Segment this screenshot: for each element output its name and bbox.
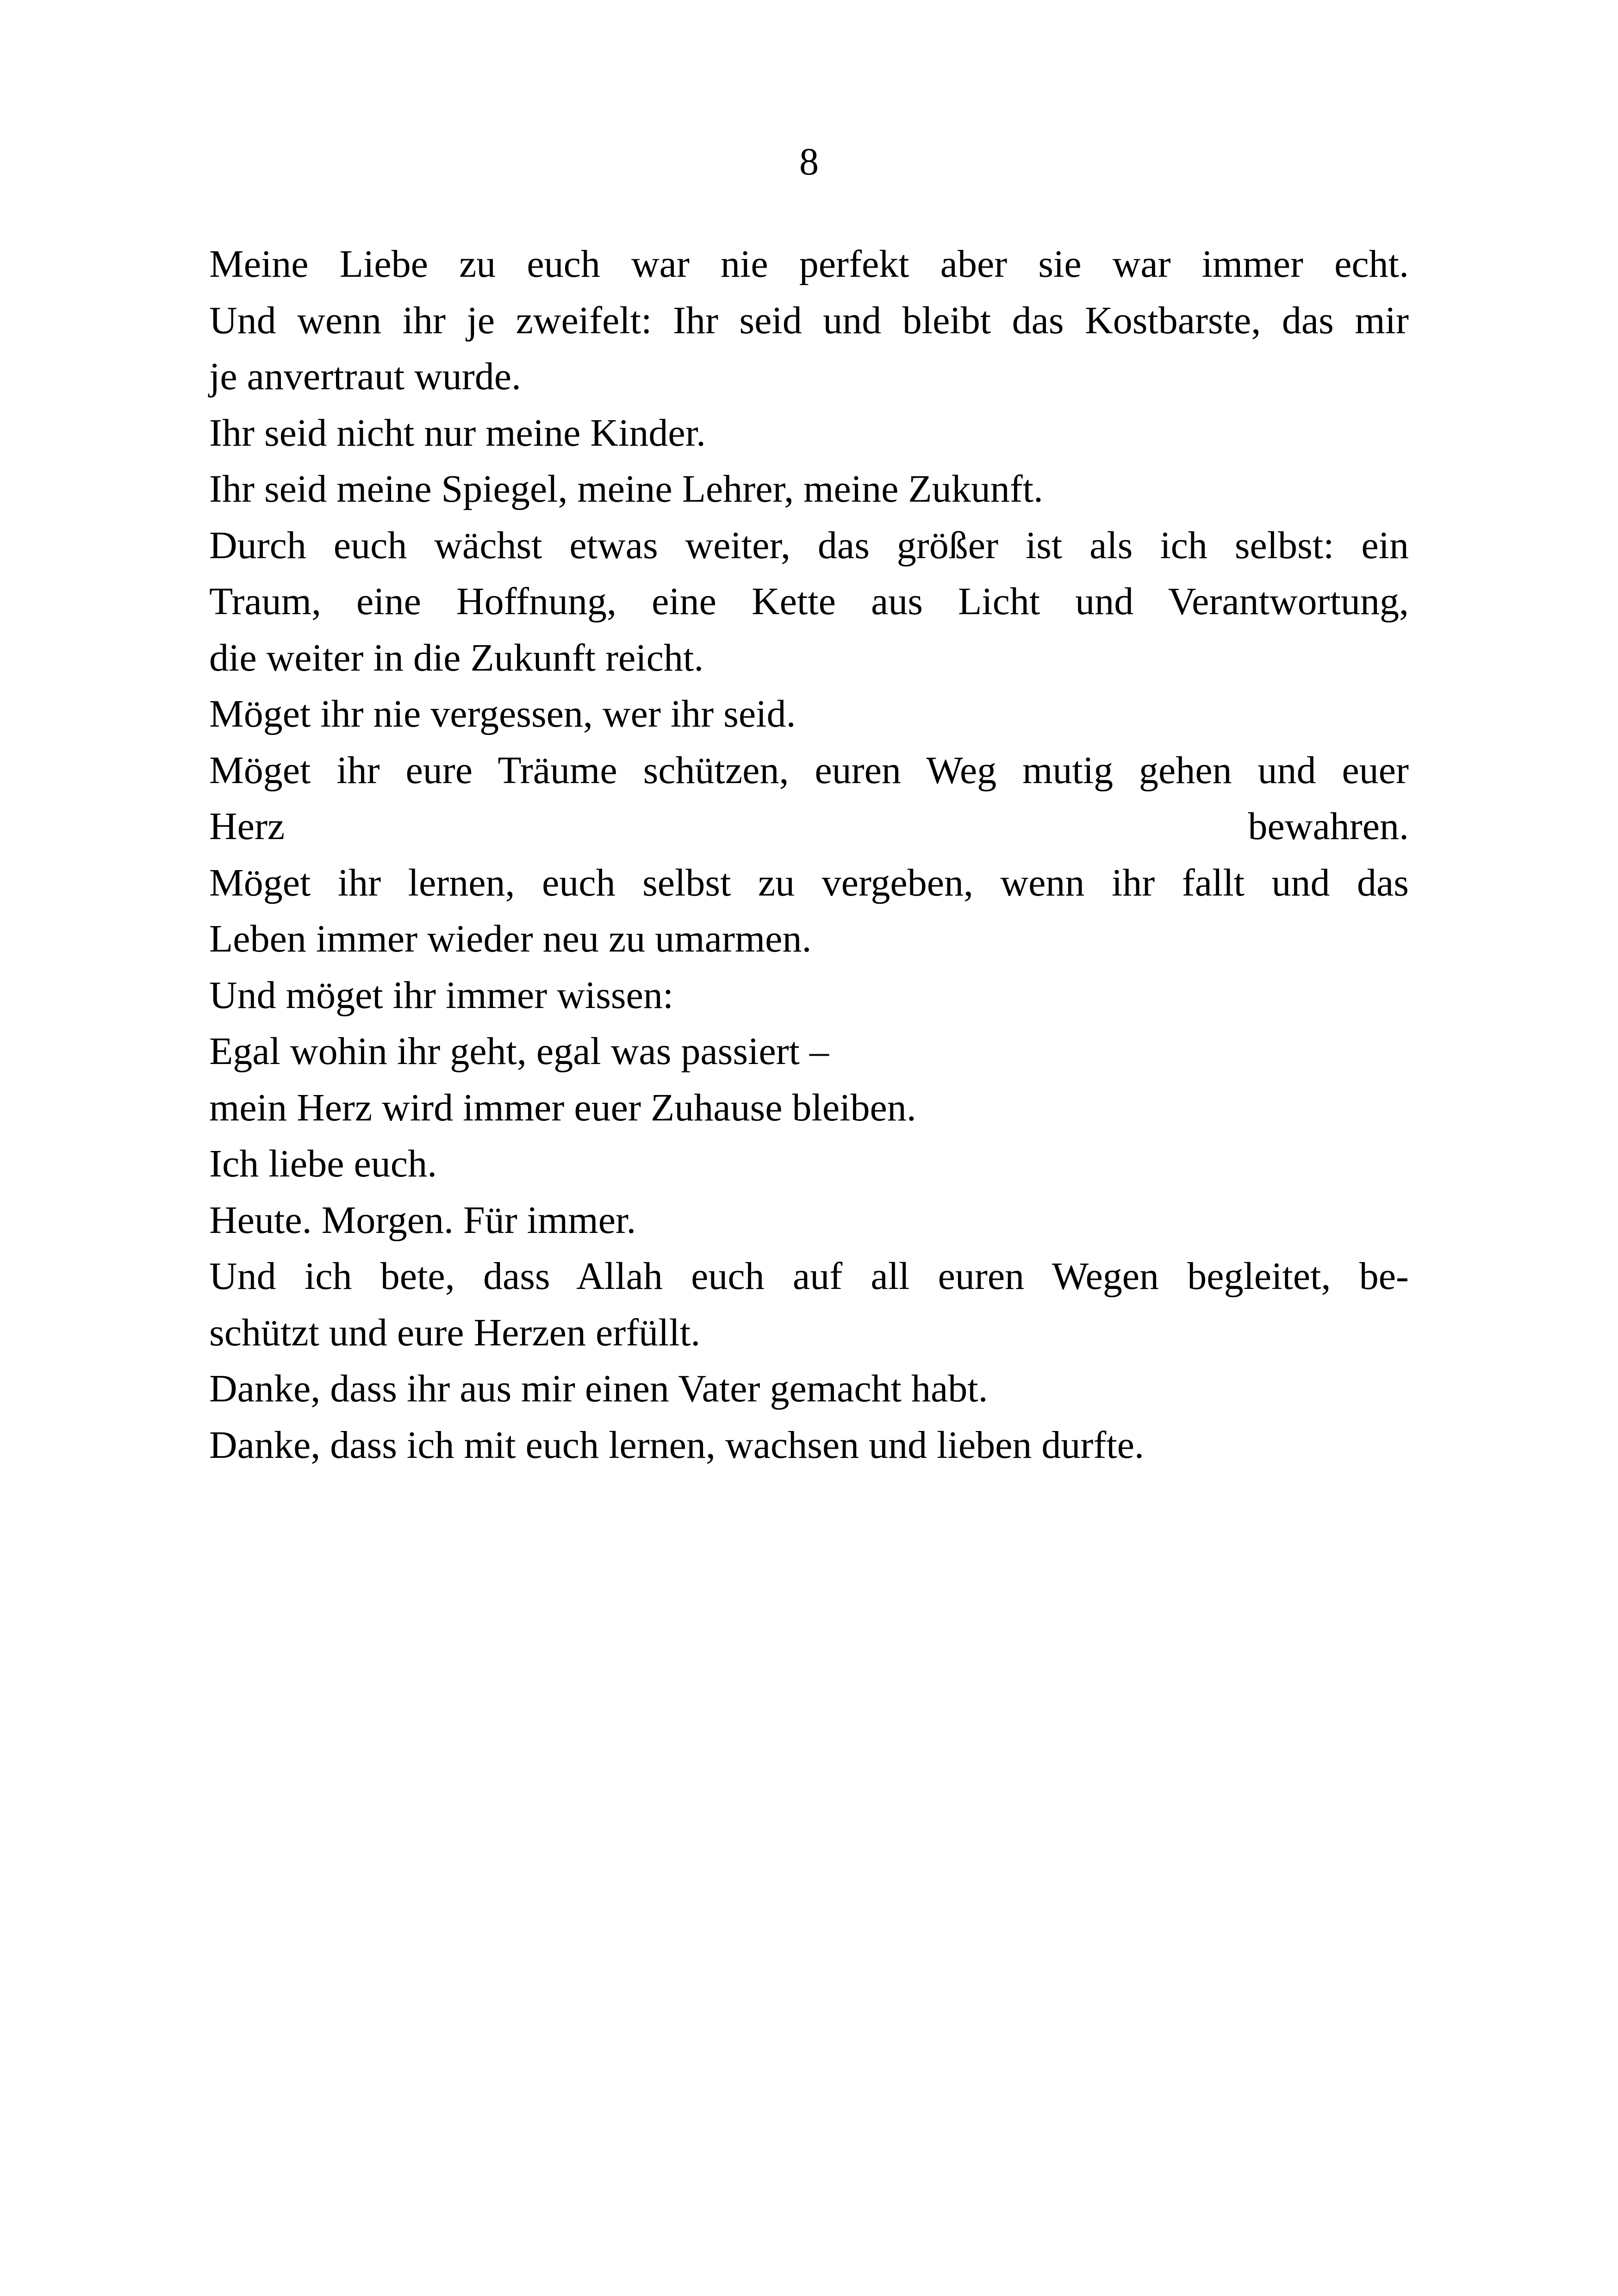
text-line: Und wenn ihr je zweifelt: Ihr seid und bleibt das Kostbarste, das mir bbox=[209, 299, 1409, 342]
text-line: Traum, eine Hoffnung, eine Kette aus Licht und Verantwortung, bbox=[209, 580, 1409, 623]
text-line: Durch euch wächst etwas weiter, das größer ist als ich selbst: ein bbox=[209, 523, 1409, 567]
text-line: Herz bewahren. bbox=[209, 805, 1409, 848]
text-line: mein Herz wird immer euer Zuhause bleiben. bbox=[209, 1086, 916, 1129]
text-line: Danke, dass ich mit euch lernen, wachsen und lieben durfte. bbox=[209, 1423, 1144, 1467]
text-line: Danke, dass ihr aus mir einen Vater gemacht habt. bbox=[209, 1367, 988, 1410]
text-line: Leben immer wieder neu zu umarmen. bbox=[209, 917, 812, 960]
text-line: Meine Liebe zu euch war nie perfekt aber sie war immer echt. bbox=[209, 243, 1409, 286]
text-line: Möget ihr nie vergessen, wer ihr seid. bbox=[209, 692, 796, 735]
text-line: die weiter in die Zukunft reicht. bbox=[209, 636, 704, 679]
text-line: Möget ihr eure Träume schützen, euren Weg mutig gehen und euer bbox=[209, 748, 1409, 792]
text-line: schützt und eure Herzen erfüllt. bbox=[209, 1311, 701, 1354]
text-line: Ihr seid nicht nur meine Kinder. bbox=[209, 411, 706, 454]
text-line: Ihr seid meine Spiegel, meine Lehrer, meine Zukunft. bbox=[209, 467, 1044, 510]
text-line: Ich liebe euch. bbox=[209, 1142, 437, 1185]
body-text bbox=[209, 236, 1409, 1473]
page-number: 8 bbox=[799, 140, 819, 183]
text-line: Möget ihr lernen, euch selbst zu vergeben, wenn ihr fallt und das bbox=[209, 861, 1409, 904]
text-line: Und ich bete, dass Allah euch auf all euren Wegen begleitet, be- bbox=[209, 1255, 1409, 1298]
text-line: Und möget ihr immer wissen: bbox=[209, 973, 674, 1017]
text-line: Egal wohin ihr geht, egal was passiert – bbox=[209, 1030, 829, 1073]
text-line: je anvertraut wurde. bbox=[209, 355, 522, 398]
text-line: Heute. Morgen. Für immer. bbox=[209, 1198, 636, 1242]
